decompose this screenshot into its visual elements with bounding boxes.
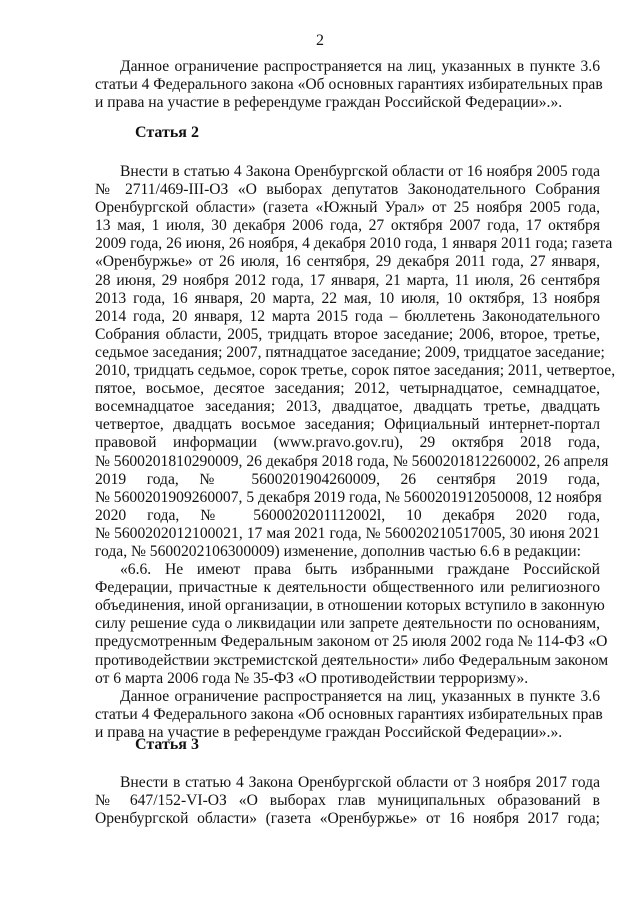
article-2-body xyxy=(95,163,616,742)
paragraph-top xyxy=(95,58,603,112)
text-line: и права на участие в референдуме граждан Российской Федерации».». xyxy=(95,94,563,112)
text-line: статьи 4 Федерального закона «Об основных гарантиях избирательных прав xyxy=(95,705,603,723)
text-line: 2014 года, 20 января, 12 марта 2015 года – бюллетень Законодательного xyxy=(95,307,600,325)
text-line: объединения, иной организации, в отношении которых вступило в законную xyxy=(95,597,605,615)
page-number: 2 xyxy=(316,32,324,49)
article-3-body xyxy=(95,774,600,828)
text-line: Собрания области, 2005, тридцать второе заседание; 2006, второе, третье, xyxy=(95,325,600,343)
text-line: 28 июня, 29 ноября 2012 года, 17 января, 21 марта, 11 июля, 26 сентября xyxy=(95,271,600,289)
text-line: седьмое заседания; 2007, пятнадцатое заседание; 2009, тридцатое заседание; xyxy=(95,343,605,361)
text-line: и права на участие в референдуме граждан Российской Федерации».». xyxy=(95,723,563,741)
text-line: № 647/152-VI-ОЗ «О выборах глав муниципальных образований в xyxy=(95,792,600,810)
text-line: силу решение суда о ликвидации или запрете деятельности по основаниям, xyxy=(95,615,600,633)
text-line: противодействии экстремистской деятельности» либо Федеральным законом xyxy=(95,651,609,669)
text-line: Федерации, причастные к деятельности общественного или религиозного xyxy=(95,579,600,597)
text-line: от 6 марта 2006 года № 35-ФЗ «О противодействии терроризму». xyxy=(95,669,529,687)
text-line: «6.6. Не имеют права быть избранными граждане Российской xyxy=(120,561,600,579)
text-line: статьи 4 Федерального закона «Об основных гарантиях избирательных прав xyxy=(95,76,603,94)
article-3-heading: Статья 3 xyxy=(135,736,199,753)
text-line: Данное ограничение распространяется на лиц, указанных в пункте 3.6 xyxy=(120,58,600,75)
text-line: Данное ограничение распространяется на лиц, указанных в пункте 3.6 xyxy=(120,687,600,705)
text-line: Оренбургской области» (газета «Южный Урал» от 25 ноября 2005 года, xyxy=(95,199,600,217)
text-line: предусмотренным Федеральным законом от 25 июля 2002 года № 114-ФЗ «О xyxy=(95,633,608,651)
article-2-heading: Статья 2 xyxy=(135,124,199,141)
text-line: 2013 года, 16 января, 20 марта, 22 мая, 10 июля, 10 октября, 13 ноября xyxy=(95,289,600,307)
text-line: восемнадцатое заседания; 2013, двадцатое, двадцать третье, двадцать xyxy=(95,398,600,416)
text-line: «Оренбуржье» от 26 июля, 16 сентября, 29 декабря 2011 года, 27 января, xyxy=(95,253,600,271)
text-line: 13 мая, 1 июля, 30 декабря 2006 года, 27 октября 2007 года, 17 октября xyxy=(95,217,600,235)
text-line: правовой информации (www.pravo.gov.ru), 29 октября 2018 года, xyxy=(95,434,600,452)
text-line: № 5600201909260007, 5 декабря 2019 года, № 5600201912050008, 12 ноября xyxy=(95,488,602,506)
text-line: 2009 года, 26 июня, 26 ноября, 4 декабря 2010 года, 1 января 2011 года; газета xyxy=(95,235,613,253)
text-line: 2019 года, № 5600201904260009, 26 сентября 2019 года, xyxy=(95,470,600,488)
text-line: 2020 года, № 5600020201112002l, 10 декабря 2020 года, xyxy=(95,506,600,524)
text-line: Оренбургской области» (газета «Оренбуржье» от 16 ноября 2017 года; xyxy=(95,810,600,828)
text-line: № 2711/469-III-ОЗ «О выборах депутатов Законодательного Собрания xyxy=(95,181,600,199)
text-line: Внести в статью 4 Закона Оренбургской области от 16 ноября 2005 года xyxy=(120,163,600,180)
text-line: № 5600202012100021, 17 мая 2021 года, № 560020210517005, 30 июня 2021 xyxy=(95,524,600,542)
text-line: четвертое, двадцать восьмое заседания; Официальный интернет-портал xyxy=(95,416,600,434)
text-line: № 5600201810290009, 26 декабря 2018 года, № 5600201812260002, 26 апреля xyxy=(95,452,609,470)
text-line: пятое, восьмое, десятое заседания; 2012, четырнадцатое, семнадцатое, xyxy=(95,380,600,398)
text-line: года, № 5600202106300009) изменение, дополнив частью 6.6 в редакции: xyxy=(95,542,581,560)
text-line: 2010, тридцать седьмое, сорок третье, сорок пятое заседания; 2011, четвертое, xyxy=(95,362,616,380)
text-line: Внести в статью 4 Закона Оренбургской области от 3 ноября 2017 года xyxy=(120,774,600,791)
